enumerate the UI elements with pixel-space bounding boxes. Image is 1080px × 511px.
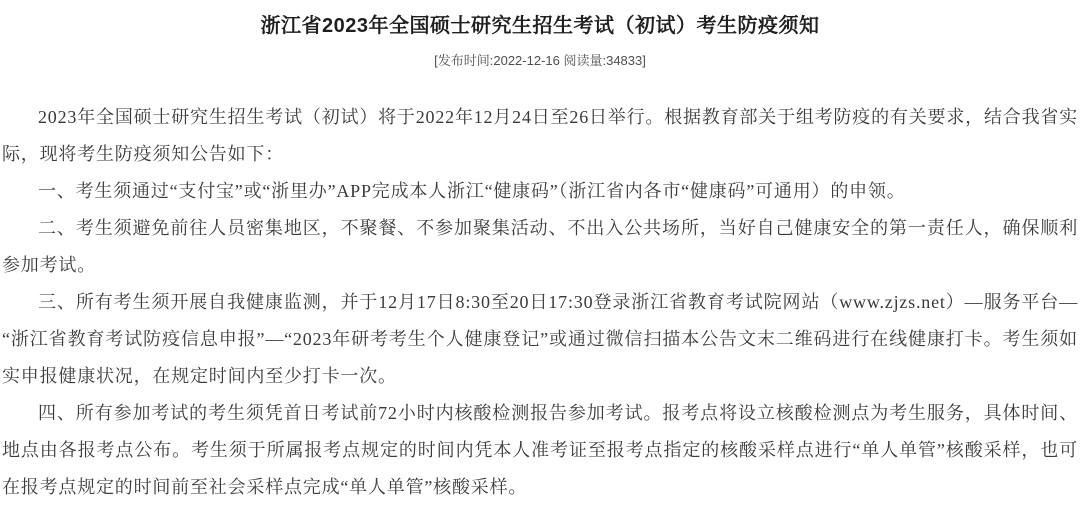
article-meta: [发布时间:2022-12-16 阅读量:34833] [434, 53, 646, 68]
paragraph: 2023年全国硕士研究生招生考试（初试）将于2022年12月24日至26日举行。根据教育部关于组考防疫的有关要求，结合我省实际，现将考生防疫须知公告如下： [2, 107, 1078, 164]
paragraph: 一、考生须通过“支付宝”或“浙里办”APP完成本人浙江“健康码”（浙江省内各市“健康码”可通用）的申领。 [38, 181, 906, 201]
paragraph: 四、所有参加考试的考生须凭首日考试前72小时内核酸检测报告参加考试。报考点将设立核酸检测点为考生服务，具体时间、地点由各报考点公布。考生须于所属报考点规定的时间内凭本人准考证至报考点指定的核酸采样点进行“单人单管”核酸采样，也可在报考点规定的时间前至社会采样点完成“单人单管”核酸采样。 [2, 403, 1078, 497]
page-title: 浙江省2023年全国硕士研究生招生考试（初试）考生防疫须知 [260, 15, 820, 37]
paragraph: 二、考生须避免前往人员密集地区，不聚餐、不参加聚集活动、不出入公共场所，当好自己健康安全的第一责任人，确保顺利参加考试。 [2, 218, 1078, 275]
article-body [2, 99, 1078, 506]
paragraph: 三、所有考生须开展自我健康监测，并于12月17日8:30至20日17:30登录浙江省教育考试院网站（www.zjzs.net）—服务平台—“浙江省教育考试防疫信息申报”—“2023年研考考生个人健康登记”或通过微信扫描本公告文末二维码进行在线健康打卡。考生须如实申报健康状况，在规定时间内至少打卡一次。 [2, 292, 1078, 386]
